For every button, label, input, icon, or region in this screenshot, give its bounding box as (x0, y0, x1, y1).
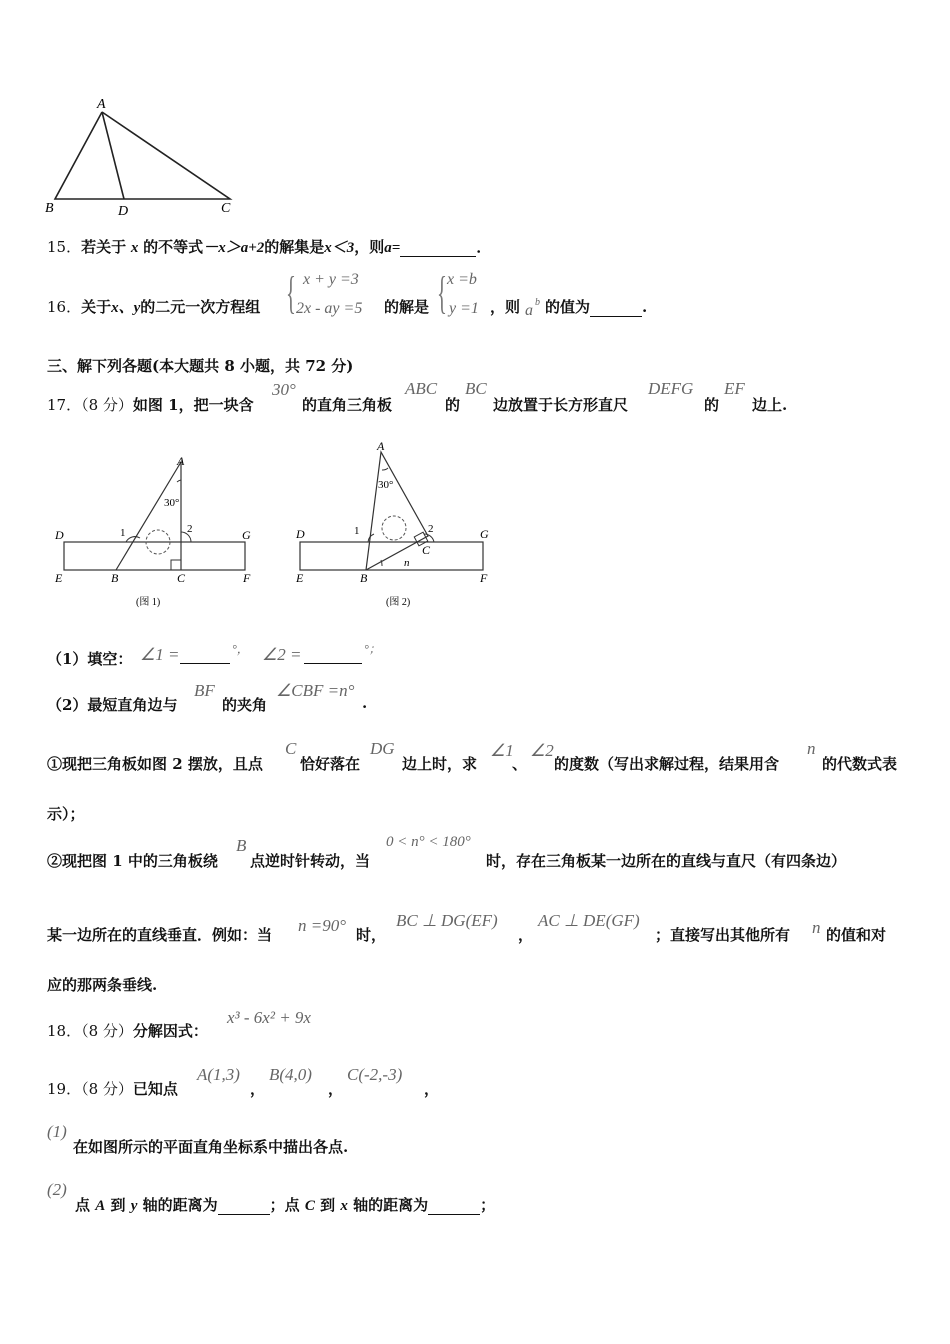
label-a: A (97, 97, 106, 112)
svg-text:(图 1): (图 1) (136, 597, 161, 608)
system-eq2: 2x - ay =5 (296, 300, 363, 317)
q16-text-c: 的解是 (384, 298, 430, 316)
svg-text:D: D (55, 528, 64, 542)
question-18: 18．（8 分）分解因式： (47, 1022, 208, 1040)
svg-text:(图 2): (图 2) (386, 597, 411, 608)
svg-text:n: n (404, 557, 410, 569)
triangle-abc-figure (40, 95, 240, 220)
svg-text:G: G (242, 528, 251, 542)
q19-part-2: 点 A 到 y 轴的距离为 ；点 C 到 x 轴的距离为 ； (75, 1196, 496, 1214)
power-exp: b (535, 297, 540, 308)
svg-text:C: C (177, 571, 186, 585)
svg-text:30°: 30° (164, 497, 180, 509)
question-17: 17．（8 分）如图 1，把一块含 (47, 396, 254, 414)
solution-eq2: y =1 (449, 300, 479, 317)
system-eq1: x + y =3 (303, 271, 359, 288)
svg-text:E: E (55, 571, 63, 585)
point-b: B(4,0) (269, 1065, 312, 1084)
svg-text:B: B (360, 571, 368, 585)
question-16: 16．关于x、y的二元一次方程组 (47, 298, 261, 316)
answer-blank[interactable] (218, 1214, 270, 1215)
answer-blank[interactable] (590, 316, 642, 317)
q16-text-d: ，则 (490, 298, 521, 316)
answer-blank-angle2[interactable] (304, 663, 362, 664)
svg-text:1: 1 (354, 525, 360, 537)
question-15: 15．若关于 x 的不等式－x＞a+2的解集是x＜3，则a= ． (47, 238, 492, 256)
section-heading: 三、解下列各题(本大题共 8 小题，共 72 分) (47, 357, 354, 375)
solution-brace: { (437, 267, 447, 318)
svg-text:A: A (177, 454, 185, 468)
solution-eq1: x =b (447, 271, 477, 288)
svg-text:B: B (111, 571, 119, 585)
label-c: C (221, 201, 231, 216)
svg-text:E: E (296, 571, 304, 585)
svg-text:A: A (377, 439, 385, 453)
svg-text:2: 2 (187, 523, 193, 535)
question-19: 19．（8 分）已知点 (47, 1080, 178, 1098)
svg-text:F: F (243, 571, 251, 585)
svg-text:30°: 30° (378, 479, 394, 491)
label-d: D (118, 204, 129, 219)
svg-text:C: C (422, 543, 431, 557)
figure-2 (290, 438, 500, 613)
answer-blank[interactable] (428, 1214, 480, 1215)
figure-1 (50, 450, 260, 615)
q16-text-e: 的值为 . (545, 298, 648, 316)
svg-text:D: D (296, 527, 305, 541)
svg-text:F: F (480, 571, 488, 585)
point-a: A(1,3) (197, 1065, 240, 1084)
factor-expression: x³ - 6x² + 9x (227, 1008, 311, 1027)
answer-blank-angle1[interactable] (180, 663, 230, 664)
power-base: a (525, 302, 533, 319)
svg-text:1: 1 (120, 527, 126, 539)
answer-blank[interactable] (400, 256, 476, 257)
label-b: B (45, 201, 54, 216)
system-brace: { (286, 267, 296, 318)
point-c: C(-2,-3) (347, 1065, 403, 1084)
svg-text:2: 2 (428, 523, 434, 535)
svg-text:G: G (480, 527, 489, 541)
